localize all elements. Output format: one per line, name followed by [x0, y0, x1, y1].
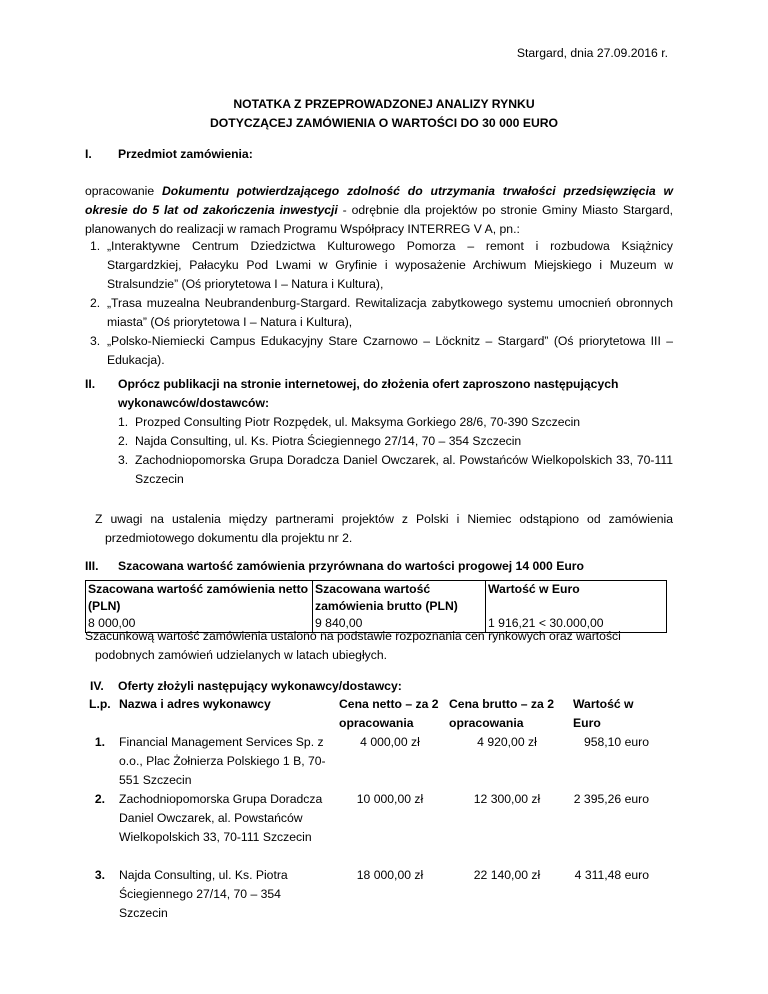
list-item-number: 1. — [118, 415, 129, 429]
list-item — [118, 451, 673, 489]
offer-euro: 4 311,48 euro — [574, 868, 649, 882]
offer-lp: 2. — [94, 792, 106, 806]
offers-header-name: Nazwa i adres wykonawcy — [119, 697, 271, 711]
section1-number: I. — [85, 147, 92, 161]
offer-name: Financial Management Services Sp. z o.o., Plac Żołnierza Polskiego 1 B, 70-551 Szczecin — [119, 735, 326, 787]
offers-header-brutto: Cena brutto – za 2 opracowania — [449, 697, 554, 730]
table-row — [85, 790, 653, 847]
offer-euro: 958,10 euro — [583, 735, 649, 749]
list-item-number: 1. — [90, 239, 101, 253]
offers-table — [85, 695, 653, 923]
section1-intro-post: - odrębnie dla projektów po stronie Gminy Miasto Stargard, planowanych do realizacji w ramach Programu Współpracy INTERREG V A, pn.: — [85, 203, 673, 236]
document-date: Stargard, dnia 27.09.2016 r. — [516, 46, 668, 60]
offer-name: Zachodniopomorska Grupa Doradcza Daniel Owczarek, al. Powstańców Wielkopolskich 33, 70-111 Szczecin — [119, 792, 323, 844]
list-item-text: „Polsko-Niemiecki Campus Edukacyjny Stare Czarnowo – Löcknitz – Stargard” (Oś priorytetowa III – Edukacja). — [107, 334, 673, 367]
estimate-header-netto: Szacowana wartość zamówienia netto (PLN) — [86, 581, 313, 616]
section4-number: IV. — [90, 679, 104, 693]
list-item — [118, 432, 673, 451]
section2-number: II. — [85, 377, 96, 391]
section3-number: III. — [85, 559, 99, 573]
offer-netto: 4 000,00 zł — [360, 735, 420, 749]
offer-lp: 1. — [94, 735, 106, 749]
list-item-text: „Trasa muzealna Neubrandenburg-Stargard. Rewitalizacja zabytkowego systemu umocnień obronnych miasta” (Oś priorytetowa I – Natura i Kultura), — [107, 296, 673, 329]
offers-header-euro: Wartość w Euro — [573, 697, 634, 730]
document-title-line1: NOTATKA Z PRZEPROWADZONEJ ANALIZY RYNKU — [233, 97, 535, 111]
table-row — [85, 733, 653, 790]
offer-brutto: 12 300,00 zł — [473, 792, 541, 806]
section1-intro — [85, 182, 673, 239]
estimate-value-netto: 8 000,00 — [86, 615, 313, 633]
offers-header-lp: L.p. — [89, 697, 111, 711]
estimate-table — [85, 580, 667, 633]
offer-brutto: 22 140,00 zł — [473, 868, 541, 882]
estimate-value-euro: 1 916,21 < 30.000,00 — [486, 615, 667, 633]
section1-intro-pre: opracowanie — [85, 184, 162, 198]
section3-note: Szacunkową wartość zamówienia ustalono na podstawie rozpoznania cen rynkowych oraz wartości podobnych zamówień udzielanych w latach ubiegłych. — [85, 629, 621, 662]
list-item-number: 3. — [90, 334, 101, 348]
section1-list — [90, 237, 673, 370]
list-item-text: Zachodniopomorska Grupa Doradcza Daniel Owczarek, al. Powstańców Wielkopolskich 33, 70-111 Szczecin — [135, 453, 673, 486]
offer-euro: 2 395,26 euro — [573, 792, 649, 806]
list-item-text: „Interaktywne Centrum Dziedzictwa Kulturowego Pomorza – remont i rozbudowa Książnicy Stargardzkiej, Pałacyku Pod Lwami w Gryfinie i wyposażenie Archiwum Miejskiego i Muzeum w Stralsundzie” (Oś priorytetowa I – Natura i Kultura), — [107, 239, 673, 291]
list-item — [118, 413, 673, 432]
offer-brutto: 4 920,00 zł — [477, 735, 537, 749]
estimate-header-euro: Wartość w Euro — [486, 581, 667, 616]
section3-heading: Szacowana wartość zamówienia przyrównana do wartości progowej 14 000 Euro — [118, 559, 584, 573]
section2-list — [118, 413, 673, 489]
offer-lp: 3. — [94, 868, 106, 882]
section4-heading: Oferty złożyli następujący wykonawcy/dostawcy: — [118, 679, 402, 693]
section1-heading: Przedmiot zamówienia: — [118, 147, 253, 161]
list-item — [90, 237, 673, 294]
list-item — [90, 294, 673, 332]
list-item-number: 2. — [90, 296, 101, 310]
offers-header-row — [85, 695, 653, 733]
offer-netto: 18 000,00 zł — [356, 868, 424, 882]
section1-intro-bold: Dokumentu potwierdzającego zdolność do utrzymania trwałości przedsięwzięcia w okresie do 5 lat od zakończenia inwestycji — [85, 184, 673, 217]
list-item-text: Najda Consulting, ul. Ks. Piotra Ściegiennego 27/14, 70 – 354 Szczecin — [135, 434, 522, 448]
document-title-line2: DOTYCZĄCEJ ZAMÓWIENIA O WARTOŚCI DO 30 000 EURO — [209, 116, 559, 130]
offer-name: Najda Consulting, ul. Ks. Piotra Ściegiennego 27/14, 70 – 354 Szczecin — [119, 868, 288, 920]
list-item-number: 2. — [118, 434, 129, 448]
offer-netto: 10 000,00 zł — [356, 792, 424, 806]
table-row — [85, 847, 653, 923]
offers-header-netto: Cena netto – za 2 opracowania — [339, 697, 439, 730]
list-item-text: Prozped Consulting Piotr Rozpędek, ul. Maksyma Gorkiego 28/6, 70-390 Szczecin — [135, 415, 581, 429]
estimate-header-brutto: Szacowana wartość zamówienia brutto (PLN) — [313, 581, 486, 616]
list-item — [90, 332, 673, 370]
section2-note: Z uwagi na ustalenia między partnerami projektów z Polski i Niemiec odstąpiono od zamówienia przedmiotowego dokumentu dla projektu nr 2. — [95, 512, 673, 545]
section2-heading: Oprócz publikacji na stronie internetowej, do złożenia ofert zaproszono następujących wykonawców/dostawców: — [118, 377, 619, 410]
estimate-value-brutto: 9 840,00 — [313, 615, 486, 633]
list-item-number: 3. — [118, 453, 129, 467]
